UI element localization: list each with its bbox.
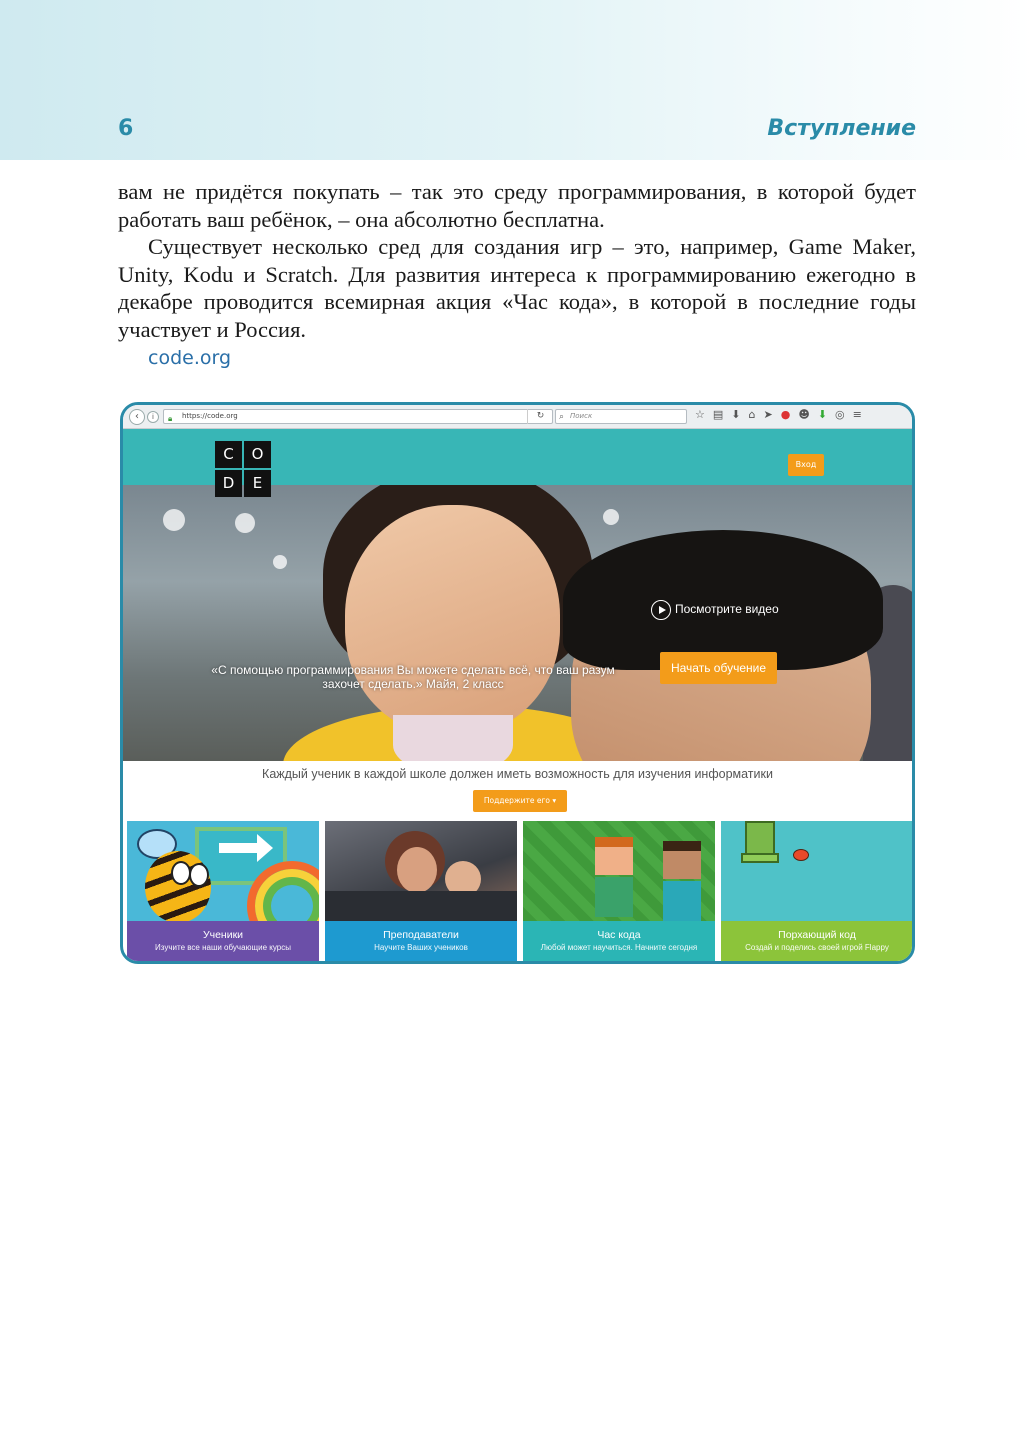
chapter-title: Вступление bbox=[767, 116, 916, 141]
alex-body bbox=[595, 877, 633, 917]
tile-caption bbox=[523, 921, 715, 961]
tile-hour-of-code[interactable] bbox=[523, 821, 715, 961]
tile-subtitle: Любой может научиться. Начните сегодня bbox=[540, 943, 698, 952]
tile-title: Час кода bbox=[597, 929, 641, 941]
search-placeholder: Поиск bbox=[570, 412, 593, 420]
download-icon[interactable]: ⬇ bbox=[731, 408, 749, 421]
hero-quote: «С помощью программирования Вы можете сделать всё, что ваш разум захочет сделать.» Майя, 2 класс bbox=[211, 663, 615, 691]
logo-letter: D bbox=[215, 470, 242, 497]
home-icon[interactable]: ⌂ bbox=[748, 408, 764, 421]
flappy-art bbox=[721, 821, 913, 921]
teachers-art bbox=[325, 821, 517, 921]
bokeh-light bbox=[235, 513, 255, 533]
bookmark-star-icon[interactable]: ☆ bbox=[695, 408, 713, 421]
code-org-link[interactable]: code.org bbox=[148, 347, 232, 369]
extension-icon[interactable]: ● bbox=[780, 408, 799, 421]
browser-toolbar bbox=[123, 405, 912, 429]
page-number: 6 bbox=[118, 116, 134, 141]
arrow-icon bbox=[219, 843, 259, 853]
send-icon[interactable]: ➤ bbox=[763, 408, 781, 421]
code-logo[interactable] bbox=[215, 441, 273, 499]
paragraph: Существует несколько сред для создания игр – это, например, Game Maker, Unity, Kodu и Scratch. Для развития интереса к программированию ежегодно в декабре проводится всемирная акция «Час кода», в которой в последние годы участвует и Россия. bbox=[118, 234, 916, 342]
reading-list-icon[interactable]: ▤ bbox=[712, 408, 732, 421]
tile-title: Преподаватели bbox=[383, 929, 459, 941]
lock-icon: 🔒︎ bbox=[168, 414, 173, 423]
steve-body bbox=[663, 881, 701, 921]
tiles-row bbox=[127, 821, 915, 961]
logo-letter: C bbox=[215, 441, 242, 468]
girl-collar bbox=[393, 715, 513, 761]
tile-subtitle: Научите Ваших учеников bbox=[374, 943, 468, 952]
search-input[interactable] bbox=[555, 409, 687, 424]
logo-letter: O bbox=[244, 441, 271, 468]
bokeh-light bbox=[273, 555, 287, 569]
watch-video-link[interactable] bbox=[651, 599, 779, 620]
chat-icon[interactable]: ☻ bbox=[798, 408, 818, 421]
bee-eye bbox=[189, 863, 209, 887]
globe-icon[interactable]: ◎ bbox=[835, 408, 853, 421]
bee-eye bbox=[171, 861, 191, 885]
tile-caption bbox=[127, 921, 319, 961]
tile-teachers[interactable] bbox=[325, 821, 517, 961]
girl-face bbox=[345, 505, 560, 735]
website-screenshot bbox=[120, 402, 915, 964]
tile-caption bbox=[325, 921, 517, 961]
hero-photo bbox=[123, 485, 912, 761]
back-arrow-icon[interactable]: ‹ bbox=[129, 409, 145, 425]
tile-caption bbox=[721, 921, 913, 961]
students-art bbox=[127, 821, 319, 921]
tile-students[interactable] bbox=[127, 821, 319, 961]
tile-title: Порхающий код bbox=[778, 929, 856, 941]
steve-head bbox=[663, 841, 701, 879]
pipe bbox=[745, 821, 775, 857]
watch-video-label: Посмотрите видео bbox=[675, 602, 779, 616]
tile-subtitle: Создай и поделись своей игрой Flappy bbox=[745, 943, 889, 952]
minecraft-art bbox=[523, 821, 715, 921]
desk bbox=[325, 891, 517, 921]
reload-icon[interactable]: ↻ bbox=[527, 409, 553, 424]
play-icon bbox=[651, 600, 671, 620]
bokeh-light bbox=[603, 509, 619, 525]
paragraph: вам не придётся покупать – так это среду программирования, в которой будет работать ваш ребёнок, – она абсолютно бесплатна. bbox=[118, 179, 916, 232]
bokeh-light bbox=[163, 509, 185, 531]
url-bar[interactable] bbox=[163, 409, 553, 424]
tile-subtitle: Изучите все наши обучающие курсы bbox=[155, 943, 291, 952]
logo-letter: E bbox=[244, 470, 271, 497]
browser-toolbar-icons bbox=[695, 408, 870, 421]
bird-icon bbox=[793, 849, 809, 861]
login-button[interactable]: Вход bbox=[788, 454, 824, 476]
start-learning-button[interactable]: Начать обучение bbox=[660, 652, 777, 684]
tile-title: Ученики bbox=[202, 929, 244, 941]
tile-flappy-code[interactable] bbox=[721, 821, 913, 961]
alex-head bbox=[595, 837, 633, 875]
info-icon[interactable]: i bbox=[147, 411, 159, 423]
body-text bbox=[118, 178, 916, 372]
support-button[interactable]: Поддержите его ▾ bbox=[473, 790, 567, 812]
menu-icon[interactable]: ≡ bbox=[852, 408, 870, 421]
teacher-face bbox=[397, 847, 437, 893]
tagline: Каждый ученик в каждой школе должен иметь возможность для изучения информатики bbox=[262, 767, 773, 781]
pipe-cap bbox=[741, 853, 779, 863]
url-text: https://code.org bbox=[182, 412, 238, 420]
green-download-icon[interactable]: ⬇ bbox=[817, 408, 835, 421]
search-icon: ⌕ bbox=[559, 412, 565, 422]
